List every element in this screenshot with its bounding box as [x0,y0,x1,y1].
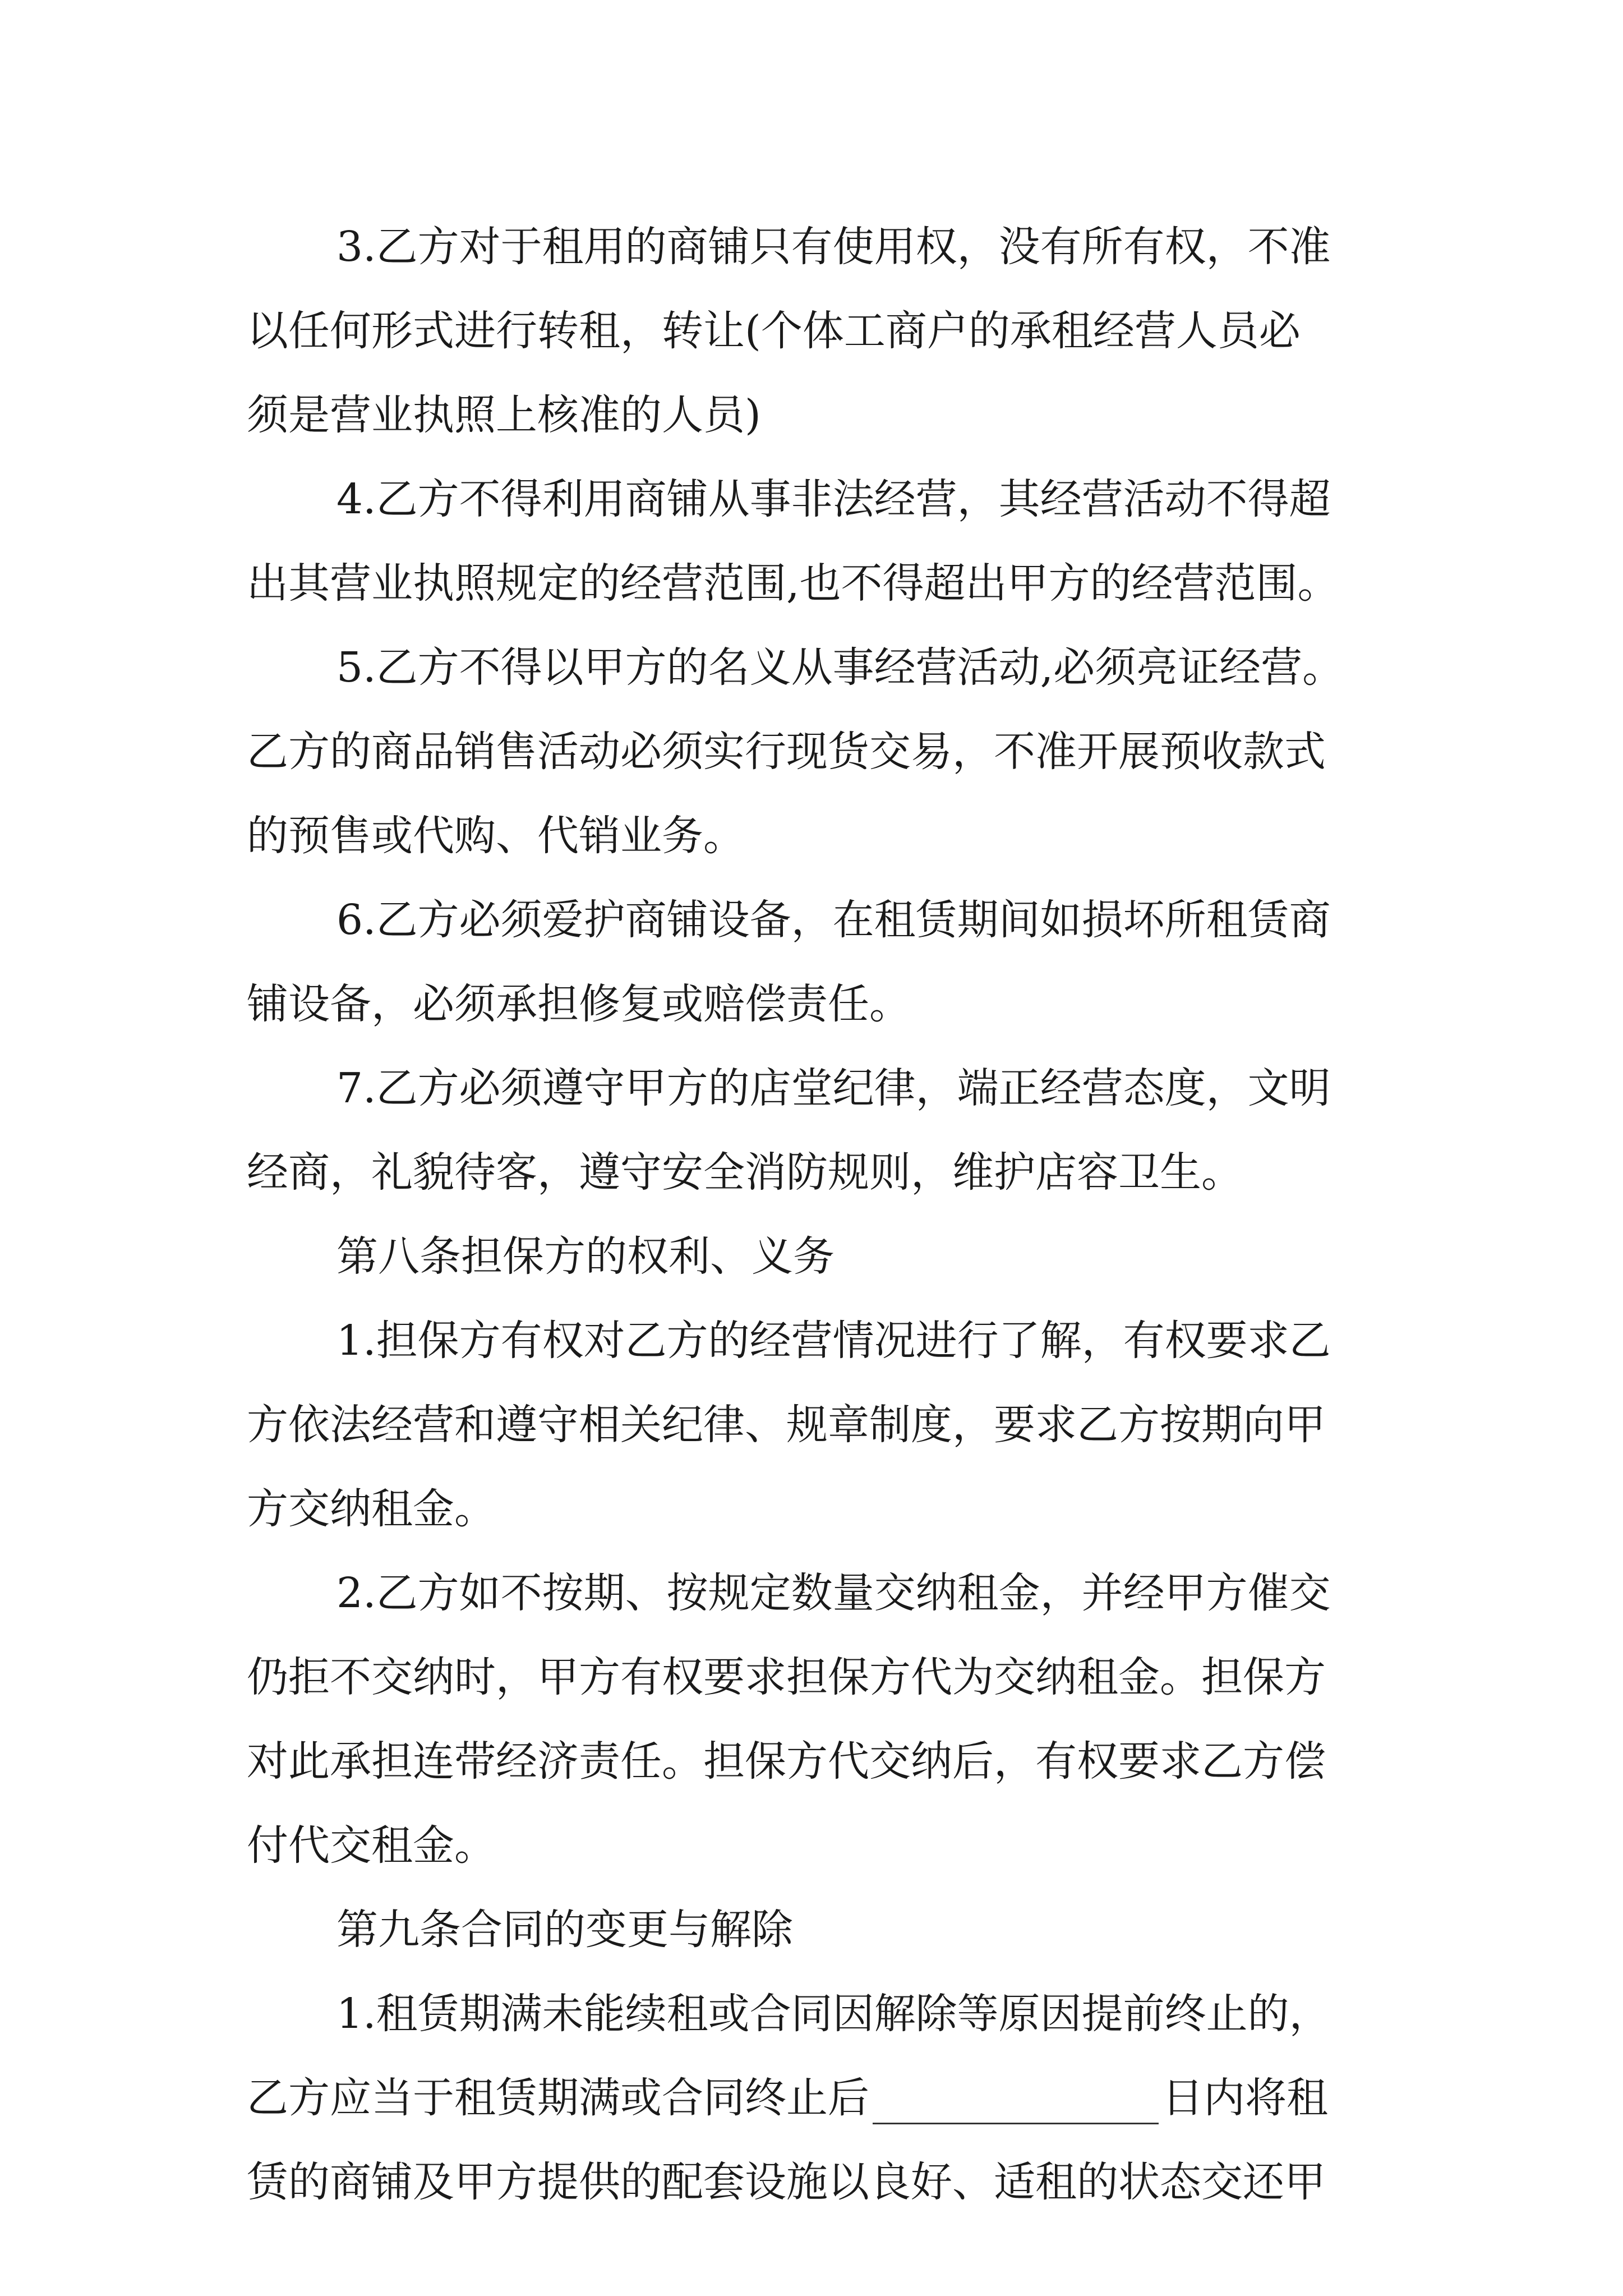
paragraph-line: 3.乙方对于租用的商铺只有使用权，没有所有权，不准 [336,223,1331,271]
paragraph-line: 付代交租金。 [247,1821,496,1870]
paragraph-line: 6.乙方必须爱护商铺设备，在租赁期间如损坏所租赁商 [336,896,1331,944]
paragraph-line: 4.乙方不得利用商铺从事非法经营，其经营活动不得超 [336,475,1331,523]
paragraph-line: 对此承担连带经济责任。担保方代交纳后，有权要求乙方偿 [247,1737,1326,1786]
paragraph-line: 铺设备，必须承担修复或赔偿责任。 [247,980,911,1028]
line-text-before-blank: 乙方应当于租赁期满或合同终止后 [247,2074,869,2122]
section-heading: 第九条合同的变更与解除 [336,1906,793,1954]
paragraph-line: 1.担保方有权对乙方的经营情况进行了解，有权要求乙 [336,1317,1331,1365]
paragraph-line: 方依法经营和遵守相关纪律、规章制度，要求乙方按期向甲 [247,1401,1326,1449]
paragraph-line: 以任何形式进行转租，转让(个体工商户的承租经营人员必 [247,307,1301,355]
paragraph-line: 的预售或代购、代销业务。 [247,812,745,860]
section-heading: 第八条担保方的权利、义务 [336,1232,834,1281]
fill-in-blank [873,2078,1159,2124]
paragraph-line: 仍拒不交纳时，甲方有权要求担保方代为交纳租金。担保方 [247,1653,1326,1701]
paragraph-line: 5.乙方不得以甲方的名义从事经营活动,必须亮证经营。 [336,643,1344,692]
paragraph-line: 经商，礼貌待客，遵守安全消防规则，维护店容卫生。 [247,1148,1243,1197]
paragraph-line: 7.乙方必须遵守甲方的店堂纪律，端正经营态度，文明 [336,1064,1331,1112]
paragraph-line: 须是营业执照上核准的人员) [247,391,761,439]
paragraph-line: 赁的商铺及甲方提供的配套设施以良好、适租的状态交还甲 [247,2158,1326,2206]
line-text-after-blank: 日内将租 [1162,2074,1328,2122]
paragraph-line: 出其营业执照规定的经营范围,也不得超出甲方的经营范围。 [247,559,1339,608]
paragraph-line: 乙方的商品销售活动必须实行现货交易，不准开展预收款式 [247,728,1326,776]
paragraph-line: 1.租赁期满未能续租或合同因解除等原因提前终止的， [336,1990,1331,2038]
paragraph-line: 方交纳租金。 [247,1485,496,1533]
paragraph-line: 2.乙方如不按期、按规定数量交纳租金，并经甲方催交 [336,1569,1331,1617]
paragraph-line-with-blank [247,2064,1328,2132]
